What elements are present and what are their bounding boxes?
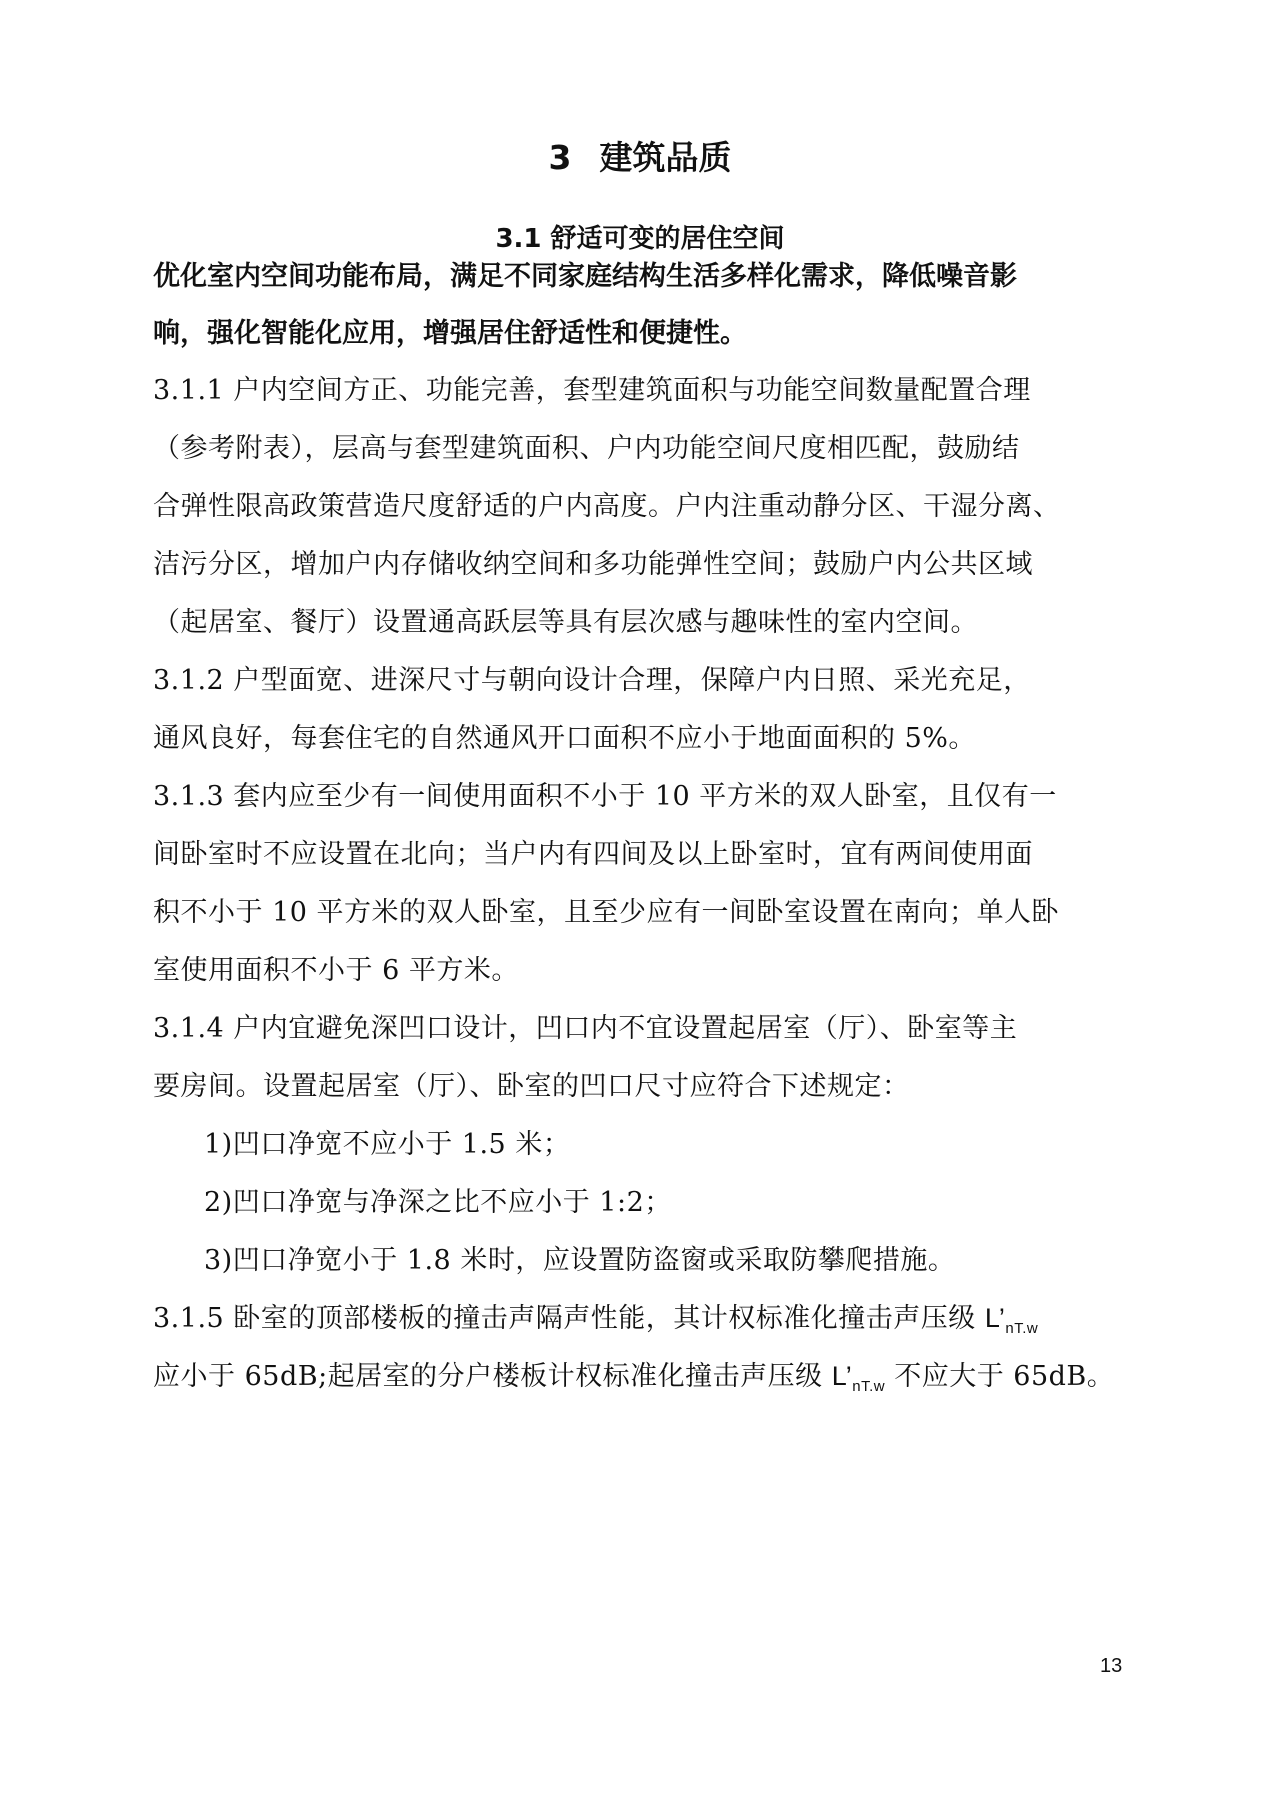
clause-3-1-3-line-2: 间卧室时不应设置在北向；当户内有四间及以上卧室时，宜有两间使用面 [153,839,1033,870]
section-title: 3.1 舒适可变的居住空间 [495,224,785,254]
chapter-number: 3 [548,138,572,177]
sound-level-subscript: nT.w [852,1378,886,1395]
clause-3-1-5-line-1 [153,1296,1133,1337]
intro-line-2: 响，强化智能化应用，增强居住舒适性和便捷性。 [153,318,747,349]
clause-3-1-2-line-1: 3.1.2 户型面宽、进深尺寸与朝向设计合理，保障户内日照、采光充足， [153,665,1031,696]
chapter-title [0,132,1280,179]
sound-level-symbol: L’ [984,1303,1006,1333]
clause-3-1-1-line-1: 3.1.1 户内空间方正、功能完善，套型建筑面积与功能空间数量配置合理 [153,375,1031,406]
intro-line-1: 优化室内空间功能布局，满足不同家庭结构生活多样化需求，降低噪音影 [153,261,1017,292]
sound-level-symbol: L’ [831,1361,853,1391]
clause-3-1-1-line-3: 合弹性限高政策营造尺度舒适的户内高度。户内注重动静分区、干湿分离、 [153,491,1061,522]
chapter-title-text: 建筑品质 [599,138,732,177]
clause-3-1-4-item-2: 2)凹口净宽与净深之比不应小于 1:2； [204,1187,672,1218]
clause-3-1-5-line-1-text: 3.1.5 卧室的顶部楼板的撞击声隔声性能，其计权标准化撞击声压级 [153,1303,985,1334]
clause-3-1-3-line-3: 积不小于 10 平方米的双人卧室，且至少应有一间卧室设置在南向；单人卧 [153,897,1060,928]
sound-level-subscript: nT.w [1005,1320,1039,1337]
clause-3-1-1-line-5: （起居室、餐厅）设置通高跃层等具有层次感与趣味性的室内空间。 [153,607,978,638]
clause-3-1-5-line-2 [153,1354,1133,1395]
clause-3-1-4-item-3: 3)凹口净宽小于 1.8 米时，应设置防盗窗或采取防攀爬措施。 [204,1245,956,1276]
clause-3-1-1-line-4: 洁污分区，增加户内存储收纳空间和多功能弹性空间；鼓励户内公共区域 [153,549,1033,580]
clause-3-1-3-line-4: 室使用面积不小于 6 平方米。 [153,955,519,986]
clause-3-1-4-line-1: 3.1.4 户内宜避免深凹口设计，凹口内不宜设置起居室（厅）、卧室等主 [153,1013,1018,1044]
clause-3-1-4-line-2: 要房间。设置起居室（厅）、卧室的凹口尺寸应符合下述规定： [153,1071,910,1102]
clause-3-1-5-line-2-prefix: 应小于 65dB;起居室的分户楼板计权标准化撞击声压级 [153,1361,832,1392]
clause-3-1-3-line-1: 3.1.3 套内应至少有一间使用面积不小于 10 平方米的双人卧室，且仅有一 [153,781,1057,812]
clause-3-1-1-line-2: （参考附表），层高与套型建筑面积、户内功能空间尺度相匹配，鼓励结 [153,433,1020,464]
clause-3-1-2-line-2: 通风良好，每套住宅的自然通风开口面积不应小于地面面积的 5%。 [153,723,976,754]
clause-3-1-4-item-1: 1)凹口净宽不应小于 1.5 米； [204,1129,571,1160]
clause-3-1-5-line-2-suffix: 不应大于 65dB。 [885,1361,1115,1392]
page-number: 13 [1100,1655,1123,1677]
